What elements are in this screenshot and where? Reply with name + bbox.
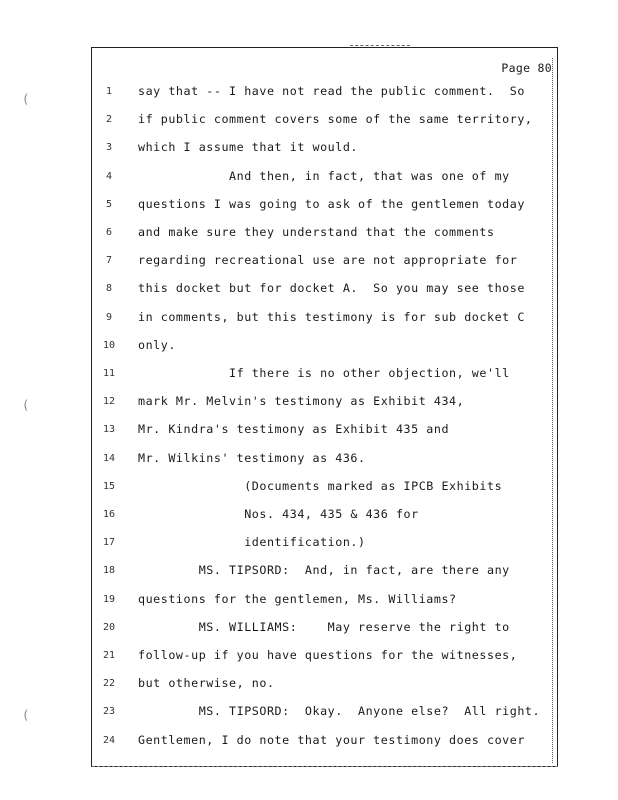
transcript-line xyxy=(0,310,618,330)
line-number: 21 xyxy=(102,650,116,661)
line-number: 12 xyxy=(102,396,116,408)
transcript-line xyxy=(0,422,618,442)
line-number: 6 xyxy=(105,227,113,238)
line-number: 10 xyxy=(102,339,116,351)
line-text: in comments, but this testimony is for sub docket C xyxy=(138,309,525,324)
line-text: only. xyxy=(138,337,176,352)
line-number: 11 xyxy=(102,368,116,379)
punch-hole-mark: ( xyxy=(22,398,30,412)
punch-hole-mark: ( xyxy=(22,708,30,722)
punch-hole-mark: ( xyxy=(22,92,30,106)
line-number: 4 xyxy=(105,170,113,182)
line-text: questions for the gentlemen, Ms. Williams? xyxy=(138,591,457,606)
bottom-rule xyxy=(92,766,558,767)
line-text: questions I was going to ask of the gentlemen today xyxy=(138,196,525,211)
line-text: identification.) xyxy=(138,535,366,550)
line-text: And then, in fact, that was one of my xyxy=(138,168,510,183)
transcript-line xyxy=(0,620,618,640)
line-number: 22 xyxy=(102,678,116,690)
line-number: 15 xyxy=(102,480,116,492)
line-text: this docket but for docket A. So you may see those xyxy=(138,281,525,296)
transcript-line xyxy=(0,338,618,358)
transcript-line xyxy=(0,197,618,217)
transcript-line xyxy=(0,112,618,132)
line-number: 8 xyxy=(105,283,113,295)
line-text: say that -- I have not read the public comment. So xyxy=(138,84,525,98)
line-number: 24 xyxy=(102,734,116,746)
transcript-line xyxy=(0,225,618,245)
line-number: 2 xyxy=(105,114,113,126)
line-text: Mr. Kindra's testimony as Exhibit 435 and xyxy=(138,422,450,437)
transcript-line xyxy=(0,535,618,555)
transcript-line xyxy=(0,648,618,668)
line-number: 16 xyxy=(102,509,116,520)
transcript-line xyxy=(0,366,618,386)
transcript-line xyxy=(0,704,618,724)
transcript-line xyxy=(0,394,618,414)
line-text: which I assume that it would. xyxy=(138,140,359,155)
transcript-line xyxy=(0,507,618,527)
line-text: (Documents marked as IPCB Exhibits xyxy=(138,478,503,493)
line-text: MS. WILLIAMS: May reserve the right to xyxy=(138,619,510,634)
line-number: 3 xyxy=(105,142,113,154)
line-number: 17 xyxy=(102,537,116,549)
page-number: Page 80 xyxy=(501,61,552,75)
line-number: 23 xyxy=(102,706,116,718)
scan-artifact xyxy=(350,45,410,46)
line-text: MS. TIPSORD: Okay. Anyone else? All right. xyxy=(138,704,541,719)
transcript-line xyxy=(0,479,618,499)
line-text: if public comment covers some of the same territory, xyxy=(138,112,533,127)
transcript-line xyxy=(0,169,618,189)
line-text: mark Mr. Melvin's testimony as Exhibit 434, xyxy=(138,394,465,409)
line-number: 1 xyxy=(105,86,113,97)
line-number: 14 xyxy=(102,452,116,464)
line-text: Nos. 434, 435 & 436 for xyxy=(138,507,419,521)
transcript-line xyxy=(0,140,618,160)
line-number: 19 xyxy=(102,593,116,605)
line-text: follow-up if you have questions for the witnesses, xyxy=(138,648,518,662)
transcript-line xyxy=(0,733,618,753)
line-text: Mr. Wilkins' testimony as 436. xyxy=(138,450,366,465)
line-text: regarding recreational use are not appropriate for xyxy=(138,253,518,268)
transcript-line xyxy=(0,253,618,273)
line-number: 13 xyxy=(102,424,116,436)
line-number: 9 xyxy=(105,311,113,323)
line-text: If there is no other objection, we'll xyxy=(138,366,510,380)
line-number: 5 xyxy=(105,198,113,210)
line-text: Gentlemen, I do note that your testimony does cover xyxy=(138,732,525,747)
line-text: but otherwise, no. xyxy=(138,676,275,691)
transcript-line xyxy=(0,84,618,104)
line-number: 20 xyxy=(102,621,116,633)
line-number: 18 xyxy=(102,565,116,577)
line-text: MS. TIPSORD: And, in fact, are there any xyxy=(138,563,510,578)
transcript-line xyxy=(0,676,618,696)
transcript-line xyxy=(0,563,618,583)
transcript-line xyxy=(0,281,618,301)
transcript-line xyxy=(0,451,618,471)
line-text: and make sure they understand that the comments xyxy=(138,225,495,239)
line-number: 7 xyxy=(105,255,113,267)
transcript-line xyxy=(0,592,618,612)
